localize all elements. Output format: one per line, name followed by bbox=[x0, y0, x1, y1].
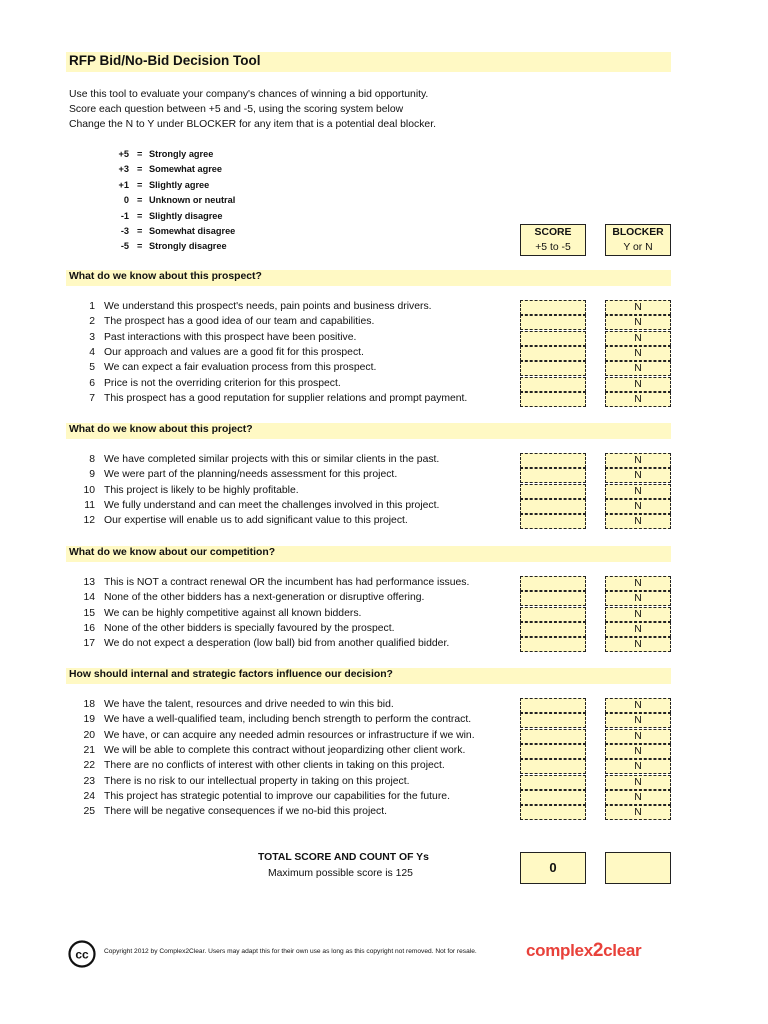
score-input-cell[interactable] bbox=[520, 805, 586, 820]
score-input-cell[interactable] bbox=[520, 453, 586, 468]
scale-equals: = bbox=[137, 195, 143, 206]
blocker-input-cell[interactable]: N bbox=[605, 484, 671, 499]
blocker-input-cell[interactable]: N bbox=[605, 377, 671, 392]
blocker-header-sub: Y or N bbox=[623, 242, 653, 253]
page-title: RFP Bid/No-Bid Decision Tool bbox=[69, 53, 261, 68]
blocker-input-cell[interactable]: N bbox=[605, 591, 671, 606]
question-text: We have completed similar projects with this or similar clients in the past. bbox=[104, 454, 440, 465]
blocker-input-cell[interactable]: N bbox=[605, 453, 671, 468]
question-number: 18 bbox=[83, 699, 95, 710]
question-text: Past interactions with this prospect have been positive. bbox=[104, 331, 357, 343]
score-header-title: SCORE bbox=[534, 227, 572, 238]
score-input-cell[interactable] bbox=[520, 622, 586, 637]
scale-value: +3 bbox=[118, 164, 129, 175]
score-header bbox=[520, 224, 586, 256]
blocker-input-cell[interactable]: N bbox=[605, 713, 671, 728]
blocker-input-cell[interactable]: N bbox=[605, 331, 671, 346]
section-title: What do we know about our competition? bbox=[69, 547, 276, 558]
question-text: The prospect has a good idea of our team and capabilities. bbox=[104, 316, 375, 328]
question-text: Our expertise will enable us to add significant value to this project. bbox=[104, 515, 408, 527]
question-number: 1 bbox=[89, 301, 95, 312]
score-input-cell[interactable] bbox=[520, 591, 586, 606]
question-number: 17 bbox=[83, 638, 95, 650]
blocker-input-cell[interactable]: N bbox=[605, 607, 671, 622]
intro-line-3: Change the N to Y under BLOCKER for any item that is a potential deal blocker. bbox=[69, 119, 436, 130]
brand-logo bbox=[526, 940, 641, 962]
question-number: 16 bbox=[83, 622, 95, 634]
scale-value: +5 bbox=[118, 149, 129, 159]
question-number: 4 bbox=[89, 346, 95, 358]
question-text: We can be highly competitive against all known bidders. bbox=[104, 607, 362, 619]
question-number: 20 bbox=[83, 729, 95, 741]
scale-label: Somewhat agree bbox=[149, 164, 223, 175]
scale-equals: = bbox=[137, 149, 143, 159]
scale-equals: = bbox=[137, 226, 143, 236]
score-input-cell[interactable] bbox=[520, 331, 586, 346]
question-text: This is NOT a contract renewal OR the incumbent has had performance issues. bbox=[104, 577, 470, 588]
brand-part1: complex bbox=[526, 941, 593, 960]
score-input-cell[interactable] bbox=[520, 637, 586, 652]
question-number: 13 bbox=[83, 577, 95, 588]
question-number: 24 bbox=[83, 790, 95, 802]
score-input-cell[interactable] bbox=[520, 514, 586, 529]
blocker-input-cell[interactable]: N bbox=[605, 315, 671, 330]
creative-commons-icon bbox=[68, 940, 96, 968]
score-input-cell[interactable] bbox=[520, 484, 586, 499]
total-score-cell: 0 bbox=[520, 852, 586, 884]
question-text: There is no risk to our intellectual property in taking on this project. bbox=[104, 775, 410, 787]
score-input-cell[interactable] bbox=[520, 729, 586, 744]
blocker-input-cell[interactable]: N bbox=[605, 637, 671, 652]
scale-equals: = bbox=[137, 164, 143, 175]
scale-label: Somewhat disagree bbox=[149, 226, 236, 236]
blocker-input-cell[interactable]: N bbox=[605, 729, 671, 744]
question-text: We have the talent, resources and drive needed to win this bid. bbox=[104, 699, 394, 710]
question-text: We can expect a fair evaluation process from this prospect. bbox=[104, 362, 377, 374]
question-text: We do not expect a desperation (low ball) bid from another qualified bidder. bbox=[104, 638, 450, 650]
question-text: We fully understand and can meet the challenges involved in this project. bbox=[104, 499, 440, 511]
brand-part3: clear bbox=[603, 941, 642, 960]
question-text: None of the other bidders has a next-generation or disruptive offering. bbox=[104, 592, 425, 604]
score-input-cell[interactable] bbox=[520, 377, 586, 392]
question-text: This prospect has a good reputation for supplier relations and prompt payment. bbox=[104, 392, 468, 404]
score-input-cell[interactable] bbox=[520, 300, 586, 315]
question-number: 7 bbox=[89, 392, 95, 404]
question-number: 22 bbox=[83, 760, 95, 772]
score-input-cell[interactable] bbox=[520, 759, 586, 774]
score-input-cell[interactable] bbox=[520, 576, 586, 591]
question-number: 10 bbox=[83, 484, 95, 496]
score-input-cell[interactable] bbox=[520, 361, 586, 376]
question-number: 23 bbox=[83, 775, 95, 787]
question-number: 15 bbox=[83, 607, 95, 619]
blocker-input-cell[interactable]: N bbox=[605, 790, 671, 805]
intro-line-1: Use this tool to evaluate your company's chances of winning a bid opportunity. bbox=[69, 89, 429, 100]
question-text: We will be able to complete this contract without jeopardizing other client work. bbox=[104, 744, 466, 756]
score-header-sub: +5 to -5 bbox=[535, 242, 571, 253]
question-text: This project has strategic potential to improve our capabilities for the future. bbox=[104, 790, 450, 802]
brand-part2: 2 bbox=[592, 940, 604, 961]
score-input-cell[interactable] bbox=[520, 744, 586, 759]
question-text: We have, or can acquire any needed admin resources or infrastructure if we win. bbox=[104, 729, 475, 741]
blocker-input-cell[interactable]: N bbox=[605, 744, 671, 759]
question-number: 2 bbox=[89, 316, 95, 328]
score-input-cell[interactable] bbox=[520, 468, 586, 483]
question-number: 14 bbox=[83, 592, 95, 604]
scale-value: -5 bbox=[120, 241, 129, 252]
score-input-cell[interactable] bbox=[520, 607, 586, 622]
question-number: 21 bbox=[83, 744, 95, 756]
copyright-text: Copyright 2012 by Complex2Clear. Users may adapt this for their own use as long as this copyright not removed. Not for resale. bbox=[104, 948, 477, 955]
scale-value: +1 bbox=[118, 179, 129, 190]
blocker-header bbox=[605, 224, 671, 256]
question-number: 3 bbox=[89, 331, 95, 343]
question-text: There are no conflicts of interest with other clients in taking on this project. bbox=[104, 760, 445, 772]
question-number: 8 bbox=[89, 454, 95, 465]
blocker-input-cell[interactable]: N bbox=[605, 775, 671, 790]
scale-value: -3 bbox=[120, 226, 129, 236]
blocker-input-cell[interactable]: N bbox=[605, 622, 671, 637]
question-number: 12 bbox=[83, 515, 95, 527]
cc-icon-label: cc bbox=[75, 947, 89, 962]
question-number: 11 bbox=[84, 499, 95, 511]
blocker-input-cell[interactable]: N bbox=[605, 468, 671, 483]
blocker-input-cell[interactable]: N bbox=[605, 499, 671, 514]
scale-label: Slightly disagree bbox=[149, 210, 223, 221]
question-number: 25 bbox=[83, 806, 95, 818]
blocker-header-title: BLOCKER bbox=[612, 227, 664, 238]
blocker-input-cell[interactable]: N bbox=[605, 361, 671, 376]
scale-label: Slightly agree bbox=[149, 179, 210, 190]
score-input-cell[interactable] bbox=[520, 713, 586, 728]
scale-label: Strongly agree bbox=[149, 149, 214, 159]
question-text: We were part of the planning/needs assessment for this project. bbox=[104, 469, 398, 481]
question-number: 9 bbox=[89, 469, 95, 481]
scale-value: 0 bbox=[123, 195, 129, 206]
total-label: TOTAL SCORE AND COUNT OF Ys bbox=[258, 852, 429, 863]
score-input-cell[interactable] bbox=[520, 775, 586, 790]
intro-line-2: Score each question between +5 and -5, using the scoring system below bbox=[69, 104, 404, 115]
score-input-cell[interactable] bbox=[520, 315, 586, 330]
score-input-cell[interactable] bbox=[520, 698, 586, 713]
question-text: None of the other bidders is specially favoured by the prospect. bbox=[104, 622, 395, 634]
question-number: 6 bbox=[89, 377, 95, 389]
blocker-input-cell[interactable]: N bbox=[605, 698, 671, 713]
scale-equals: = bbox=[137, 179, 143, 190]
question-text: Price is not the overriding criterion for this prospect. bbox=[104, 377, 341, 389]
question-number: 5 bbox=[89, 362, 95, 374]
scale-label: Strongly disagree bbox=[149, 241, 227, 252]
blocker-input-cell[interactable]: N bbox=[605, 576, 671, 591]
question-text: We understand this prospect's needs, pain points and business drivers. bbox=[104, 301, 432, 312]
total-blocker-count-cell bbox=[605, 852, 671, 884]
scale-label: Unknown or neutral bbox=[149, 195, 236, 206]
blocker-input-cell[interactable]: N bbox=[605, 514, 671, 529]
question-text: We have a well-qualified team, including bench strength to perform the contract. bbox=[104, 714, 472, 726]
score-input-cell[interactable] bbox=[520, 346, 586, 361]
scale-equals: = bbox=[137, 241, 143, 252]
scale-value: -1 bbox=[120, 210, 129, 221]
score-input-cell[interactable] bbox=[520, 790, 586, 805]
score-input-cell[interactable] bbox=[520, 392, 586, 407]
blocker-input-cell[interactable]: N bbox=[605, 759, 671, 774]
section-title: What do we know about this project? bbox=[69, 424, 253, 435]
blocker-input-cell[interactable]: N bbox=[605, 805, 671, 820]
question-text: This project is likely to be highly profitable. bbox=[104, 484, 299, 496]
section-title: How should internal and strategic factors influence our decision? bbox=[69, 669, 393, 680]
question-number: 19 bbox=[83, 714, 95, 726]
blocker-input-cell[interactable]: N bbox=[605, 392, 671, 407]
section-title: What do we know about this prospect? bbox=[69, 271, 262, 282]
blocker-input-cell[interactable]: N bbox=[605, 300, 671, 315]
scale-equals: = bbox=[137, 210, 143, 221]
total-sub: Maximum possible score is 125 bbox=[268, 868, 413, 879]
score-input-cell[interactable] bbox=[520, 499, 586, 514]
question-text: There will be negative consequences if we no-bid this project. bbox=[104, 806, 388, 818]
question-text: Our approach and values are a good fit for this prospect. bbox=[104, 346, 364, 358]
blocker-input-cell[interactable]: N bbox=[605, 346, 671, 361]
